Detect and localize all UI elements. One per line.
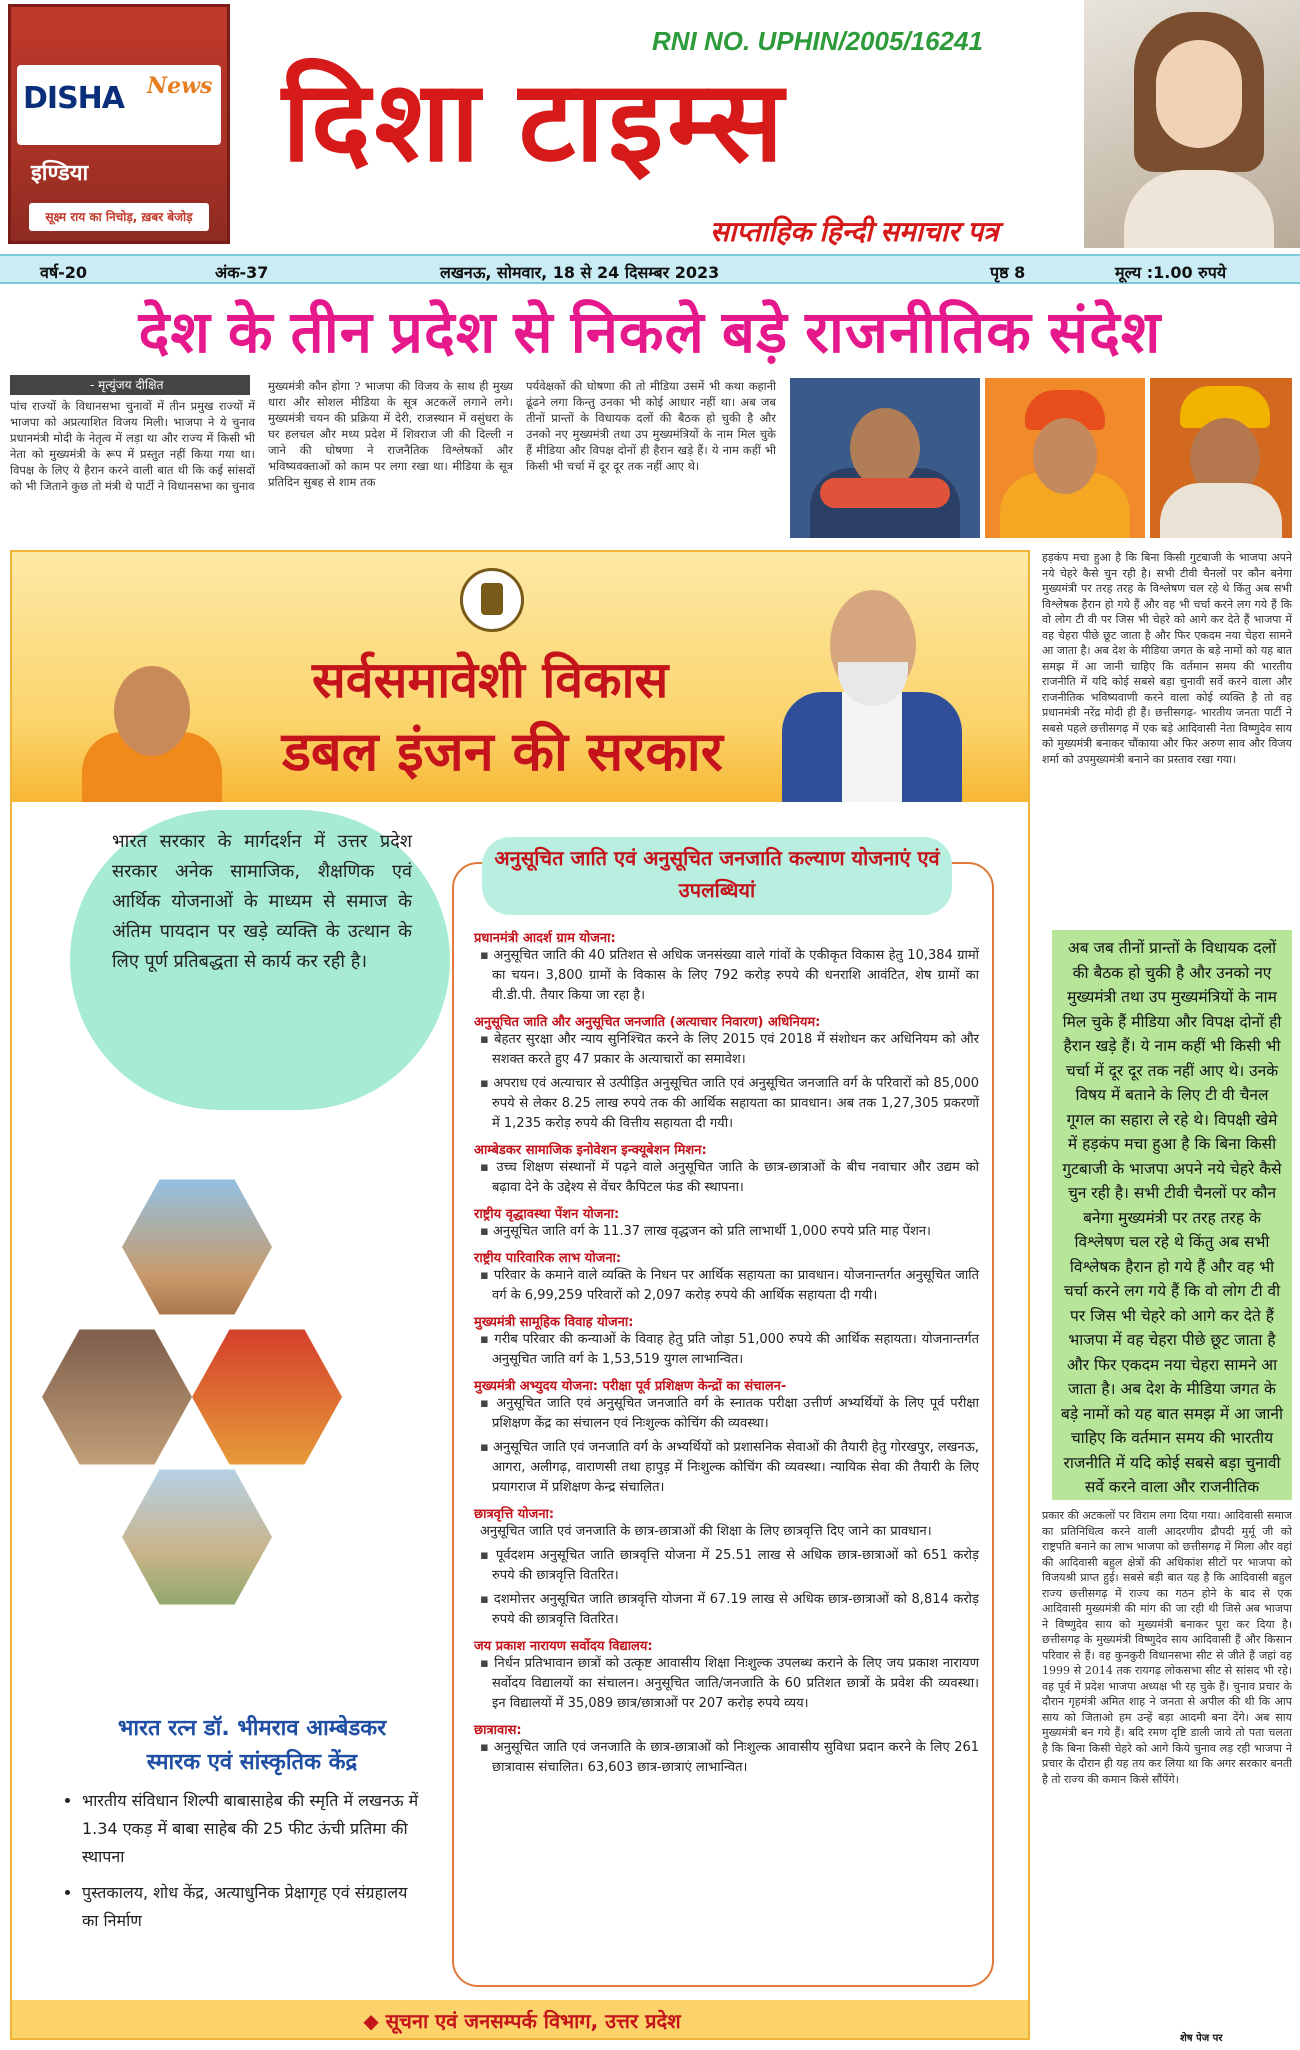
cm-photo-1 (790, 378, 980, 538)
scheme-point: ▪ गरीब परिवार की कन्याओं के विवाह हेतु प्रति जोड़ा 51,000 रुपये की आर्थिक सहायता। योजनान्तर्गत अनुसूचित जाति वर्ग के 1,53,519 युगल लाभान्वित। (492, 1330, 979, 1370)
issue-label: अंक-37 (215, 263, 269, 282)
leader-portrait-right (772, 572, 972, 802)
logo-india: इण्डिया (31, 161, 89, 186)
info-dept-logo-icon: ◆ (363, 2009, 386, 2033)
memorial-title: भारत रत्न डॉ. भीमराव आम्बेडकर स्मारक एवं सांस्कृतिक केंद्र (117, 1716, 387, 1775)
memorial-point: • पुस्तकालय, शोध केंद्र, अत्याधुनिक प्रेक्षागृह एवं संग्रहालय का निर्माण (82, 1879, 422, 1935)
scheme-title: अनुसूचित जाति एवं अनुसूचित जनजाति कल्याण योजनाएं एवं उपलब्धियां (494, 846, 940, 902)
continued-label[interactable]: शेष पेज पर (1180, 2033, 1223, 2044)
cm-photo-3 (1150, 378, 1292, 538)
scheme-point: ▪ निर्धन प्रतिभावान छात्रों को उत्कृष्ट आवासीय शिक्षा निःशुल्क उपलब्ध कराने के लिए जय प्रकाश नारायण सर्वोदय विद्यालयों का संचालन। अनुसूचित जाति/जनजाति के 60 प्रतिशत छात्रों के प्रवेश की व्यवस्था। इन विद्यालयों में 35,089 छात्र/छात्राओं पर 207 करोड़ रुपये व्यय। (492, 1654, 979, 1714)
issue-info-bar (0, 254, 1300, 284)
right-column-top: हड़कंप मचा हुआ है कि बिना किसी गुटबाजी के भाजपा अपने नये चेहरे कैसे चुन रही है। सभी टीवी चैनलों पर कौन बनेगा मुख्यमंत्री पर तरह तरह के विश्लेषण चल रहे थे किंतु अब सभी विश्लेषक हैरान हो गये हैं और वह भी चर्चा करने लग गये हैं कि वो लोग टी वी पर जिस भी चेहरे को आगे कर देते हैं भाजपा में वह चेहरा पीछे छूट जाता है और फिर एकदम नया चेहरा सामने आ जाता है। अब देश के मीडिया जगत के बड़े नामों को यह बात समझ में आ जानी चाहिए कि वर्तमान समय की भारतीय राजनीति में यदि कोई सबसे बड़ा चुनावी सर्वे करने वाला और राजनीतिक भविष्यवाणी करने वाला कोई व्यक्ति है तो वह प्रधानमंत्री नरेंद्र मोदी ही हैं। छत्तीसगढ़- भारतीय जनता पार्टी ने सबसे पहले छत्तीसगढ़ में एक बड़े आदिवासी नेता विष्णुदेव साय को मुख्यमंत्री बनाकर चौंकाया और फिर अरुण साव और विजय शर्मा को उपमुख्यमंत्री बनाने का प्रस्ताव रखा गया। (1042, 551, 1292, 766)
article-column-2: मुख्यमंत्री कौन होगा ? भाजपा की विजय के साथ ही मुख्य धारा और सोशल मीडिया के सूत्र अटकलें लगाने लगे। मुख्यमंत्री चयन की प्रक्रिया में देरी, राजस्थान में वसुंधरा के घर हलचल और मध्य प्रदेश में शिवराज जी की दिल्ली न जाने की घोषणा ने राजनैतिक विश्लेषकों और भविष्यवक्ताओं को काम पर लगा रखा था। मीडिया के सूत्र प्रतिदिन सुबह से शाम तक (268, 379, 513, 489)
page-headline[interactable]: देश के तीन प्रदेश से निकले बड़े राजनीतिक संदेश (138, 300, 1162, 365)
dateline: लखनऊ, सोमवार, 18 से 24 दिसम्बर 2023 (440, 263, 720, 282)
ad-slogan-line2: डबल इंजन की सरकार (282, 720, 723, 783)
scheme-heading: राष्ट्रीय पारिवारिक लाभ योजना: (474, 1251, 622, 1266)
year-label: वर्ष-20 (40, 263, 88, 282)
scheme-heading: मुख्यमंत्री सामूहिक विवाह योजना: (474, 1315, 634, 1330)
page-count: पृष्ठ 8 (990, 263, 1026, 282)
scheme-point: ▪ बेहतर सुरक्षा और न्याय सुनिश्चित करने के लिए 2015 एवं 2018 में संशोधन कर अधिनियम को और सशक्त करते हुए 47 प्रकार के अत्याचारों का समावेश। (492, 1030, 979, 1070)
memorial-points (62, 1787, 422, 1943)
statue-photo (122, 1172, 272, 1322)
cm-photo-2 (985, 378, 1145, 538)
scheme-heading: छात्रावास: (474, 1723, 522, 1738)
newspaper-subtitle: साप्ताहिक हिन्दी समाचार पत्र (710, 216, 999, 247)
memorial-point: • भारतीय संविधान शिल्पी बाबासाहेब की स्मृति में लखनऊ में 1.34 एकड़ में बाबा साहेब की 25 फीट ऊंची प्रतिमा की स्थापना (82, 1787, 422, 1871)
ad-footer (12, 2000, 1030, 2040)
logo-brand: DISHA (23, 81, 124, 116)
masthead (0, 0, 1300, 255)
highlight-box: अब जब तीनों प्रान्तों के विधायक दलों की बैठक हो चुकी है और उनको नए मुख्यमंत्री तथा उप मुख्यमंत्रियों के नाम मिल चुके हैं मीडिया और विपक्ष दोनों ही हैरान खड़े हैं। ये नाम कहीं भी किसी भी चर्चा में दूर दूर तक नहीं आए थे। उनके विषय में बताने के लिए टी वी चैनल गूगल का सहारा ले रहे थे। विपक्षी खेमे में हड़कंप मचा हुआ है कि बिना किसी गुटबाजी के भाजपा अपने नये चेहरे कैसे चुन रही है। सभी टीवी चैनलों पर कौन बनेगा मुख्यमंत्री पर तरह तरह के विश्लेषण चल रहे थे किंतु अब सभी विश्लेषक हैरान हो गये हैं और वह भी चर्चा करने लग गये हैं कि वो लोग टी वी पर जिस भी चेहरे को आगे कर देते हैं भाजपा में वह चेहरा पीछे छूट जाता है और फिर एकदम नया चेहरा सामने आ जाता है। अब देश के मीडिया जगत के बड़े नामों को यह बात समझ में आ जानी चाहिए कि वर्तमान समय की भारतीय राजनीति में यदि कोई सबसे बड़ा चुनावी सर्वे करने वाला और राजनीतिक (1052, 930, 1292, 1500)
ad-slogan-line1: सर्वसमावेशी विकास (312, 651, 669, 709)
logo-news: News (147, 73, 213, 99)
right-column-bottom: प्रकार की अटकलों पर विराम लगा दिया गया। आदिवासी समाज का प्रतिनिधित्व करने वाली आदरणीय द्रौपदी मुर्मू जी को राष्ट्रपति बनाने का लाभ भाजपा को छत्तीसगढ़ में मिला और वहां की आदिवासी बहुल क्षेत्रों की अधिकांश सीटों पर भाजपा को विजयश्री प्राप्त हुई। सबसे बड़ी बात यह है कि आदिवासी बहुल राज्य छत्तीसगढ़ में राज्य का गठन होने के बाद से एक आदिवासी मुख्यमंत्री की मांग की जा रही थी जिसे अब भाजपा ने विष्णुदेव साय को मुख्यमंत्री बनाकर पूरा कर दिया है। छत्तीसगढ़ के मुख्यमंत्री विष्णुदेव साय आदिवासी हैं और किसान परिवार से हैं। वह कुनकुरी विधानसभा सीट से जीते हैं जहां वह 1999 से 2014 तक रायगढ़ लोकसभा सीट से सांसद भी रहे। वह पूर्व में प्रदेश भाजपा अध्यक्ष भी रह चुके हैं। चुनाव प्रचार के दौरान गृहमंत्री अमित शाह ने जनता से अपील की थी कि आप साय को जिताओ हम उन्हें बड़ा आदमी बना देंगे। अब साय मुख्यमंत्री बन गये हैं। बदि रमण दृष्टि डाली जाये तो पता चलता है कि बिना किसी चेहरे को आगे किये चुनाव लड़ रही भाजपा ने प्रचार के दौरान ही यह तय कर लिया था कि अगर सरकार बनती है तो राज्य की कमान किसे सौंपेंगे। (1042, 1509, 1292, 1786)
scheme-point: ▪ अनुसूचित जाति वर्ग के 11.37 लाख वृद्धजन को प्रति लाभार्थी 1,000 रुपये प्रति माह पेंशन। (492, 1222, 979, 1242)
beneficiaries-photo (192, 1322, 342, 1472)
govt-advertisement (10, 550, 1030, 2040)
up-govt-emblem-icon (460, 568, 524, 632)
rni-number: RNI NO. UPHIN/2005/16241 (652, 26, 983, 56)
scheme-point: ▪ अनुसूचित जाति एवं अनुसूचित जनजाति वर्ग के स्नातक परीक्षा उत्तीर्ण अभ्यर्थियों के लिए पूर्व परीक्षा प्रशिक्षण केंद्र का संचालन एवं निःशुल्क कोचिंग की व्यवस्था। (492, 1394, 979, 1434)
disha-news-logo[interactable] (8, 4, 230, 244)
students-photo (42, 1322, 192, 1472)
scheme-heading: मुख्यमंत्री अभ्युदय योजना: परीक्षा पूर्व प्रशिक्षण केन्द्रों का संचालन- (474, 1379, 787, 1394)
ad-banner (12, 552, 1030, 802)
article-column-3: पर्यवेक्षकों की घोषणा की तो मीडिया उसमें भी कथा कहानी ढूंढने लगा किन्तु उनका भी कोई आधार नहीं था। अब जब तीनों प्रान्तों के विधायक दलों की बैठक हो चुकी है और उनको नए मुख्यमंत्री तथा उप मुख्यमंत्रियों के नाम मिल चुके हैं मीडिया और विपक्ष दोनों ही हैरान खड़े हैं। ये नाम कहीं भी किसी भी चर्चा में दूर दूर तक नहीं आए थे। (526, 379, 776, 473)
celebrity-photo (1084, 0, 1300, 248)
article-column-1: पांच राज्यों के विधानसभा चुनावों में तीन प्रमुख राज्यों में भाजपा को अप्रत्याशित विजय मिली। भाजपा ने ये चुनाव प्रधानमंत्री मोदी के नेतृत्व में लड़ा था और राज्य में किसी भी नेता को मुख्यमंत्री के रूप में प्रस्तुत नहीं किया गया था। विपक्ष के लिए ये हैरान करने वाली बात थी कि कई सांसदों को भी जिताने कुछ तो मंत्री थे पार्टी ने विधानसभा का चुनाव (10, 399, 255, 493)
logo-inner-panel (17, 65, 221, 145)
logo-tagline: सूक्ष्म राय का निचोड़, ख़बर बेजोड़ (29, 203, 209, 231)
scheme-point: ▪ परिवार के कमाने वाले व्यक्ति के निधन पर आर्थिक सहायता का प्रावधान। योजनान्तर्गत अनुसूचित जाति वर्ग के 6,99,259 परिवारों को 2,097 करोड़ रुपये की आर्थिक सहायता दी गयी। (492, 1266, 979, 1306)
hostel-building-photo (122, 1462, 272, 1612)
leader-portrait-left (72, 662, 232, 802)
scheme-heading: राष्ट्रीय वृद्धावस्था पेंशन योजना: (474, 1207, 620, 1222)
scheme-point: ▪ पूर्वदशम अनुसूचित जाति छात्रवृत्ति योजना में 25.51 लाख से अधिक छात्र-छात्राओं को 651 करोड़ रुपये की छात्रवृत्ति वितरित। (492, 1546, 979, 1586)
scheme-heading: अनुसूचित जाति और अनुसूचित जनजाति (अत्याचार निवारण) अधिनियम: (474, 1015, 821, 1030)
byline: - मृत्युंजय दीक्षित (10, 375, 250, 395)
scheme-heading: जय प्रकाश नारायण सर्वोदय विद्यालय: (474, 1639, 653, 1654)
scheme-heading: प्रधानमंत्री आदर्श ग्राम योजना: (474, 931, 616, 946)
price-label: मूल्य :1.00 रुपये (1115, 263, 1227, 282)
schemes-list (474, 922, 979, 1782)
scheme-heading: आम्बेडकर सामाजिक इनोवेशन इन्क्यूबेशन मिशन: (474, 1143, 707, 1158)
scheme-point: ▪ उच्च शिक्षण संस्थानों में पढ़ने वाले अनुसूचित जाति के छात्र-छात्राओं के बीच नवाचार और उद्यम को बढ़ावा देने के उद्देश्य से वेंचर कैपिटल फंड की स्थापना। (492, 1158, 979, 1198)
scheme-heading: छात्रवृत्ति योजना: (474, 1507, 555, 1522)
newspaper-title: दिशा टाइम्स (282, 59, 788, 184)
scheme-point: ▪ दशमोत्तर अनुसूचित जाति छात्रवृत्ति योजना में 67.19 लाख से अधिक छात्र-छात्राओं को 8,814 करोड़ रुपये की छात्रवृत्ति वितरित। (492, 1590, 979, 1630)
scheme-point: ▪ अपराध एवं अत्याचार से उत्पीड़ित अनुसूचित जाति एवं अनुसूचित जनजाति वर्ग के परिवारों को 85,000 रुपये से लेकर 8.25 लाख रुपये तक की आर्थिक सहायता का प्रावधान। अब तक 1,27,305 प्रकरणों में 1,235 करोड़ रुपये की वित्तीय सहायता दी गयी। (492, 1074, 979, 1134)
scheme-point: ▪ अनुसूचित जाति एवं जनजाति वर्ग के अभ्यर्थियों को प्रशासनिक सेवाओं की तैयारी हेतु गोरखपुर, लखनऊ, आगरा, अलीगढ़, वाराणसी तथा हापुड़ में निःशुल्क कोचिंग की व्यवस्था। न्यायिक सेवा की तैयारी के लिए प्रयागराज में प्रशिक्षण केन्द्र संचालित। (492, 1438, 979, 1498)
ad-footer-text: सूचना एवं जनसम्पर्क विभाग, उत्तर प्रदेश (385, 2009, 681, 2033)
scheme-point: ▪ अनुसूचित जाति एवं जनजाति के छात्र-छात्राओं को निःशुल्क आवासीय सुविधा प्रदान करने के लिए 261 छात्रावास संचालित। 63,603 छात्र-छात्राएं लाभान्वित। (492, 1738, 979, 1778)
ad-intro-text: भारत सरकार के मार्गदर्शन में उत्तर प्रदेश सरकार अनेक सामाजिक, शैक्षणिक एवं आर्थिक योजनाओं के माध्यम से समाज के अंतिम पायदान पर खड़े व्यक्ति के उत्थान के लिए पूर्ण प्रतिबद्धता से कार्य कर रही है। (112, 831, 412, 972)
scheme-point: अनुसूचित जाति एवं जनजाति के छात्र-छात्राओं की शिक्षा के लिए छात्रवृत्ति दिए जाने का प्रावधान। (480, 1524, 932, 1539)
scheme-point: ▪ अनुसूचित जाति की 40 प्रतिशत से अधिक जनसंख्या वाले गांवों के एकीकृत विकास हेतु 10,384 ग्रामों का चयन। 3,800 ग्रामों के विकास के लिए 792 करोड़ रुपये की धनराशि आवंटित, शेष ग्रामों का वी.डी.पी. तैयार किया जा रहा है। (492, 946, 979, 1006)
